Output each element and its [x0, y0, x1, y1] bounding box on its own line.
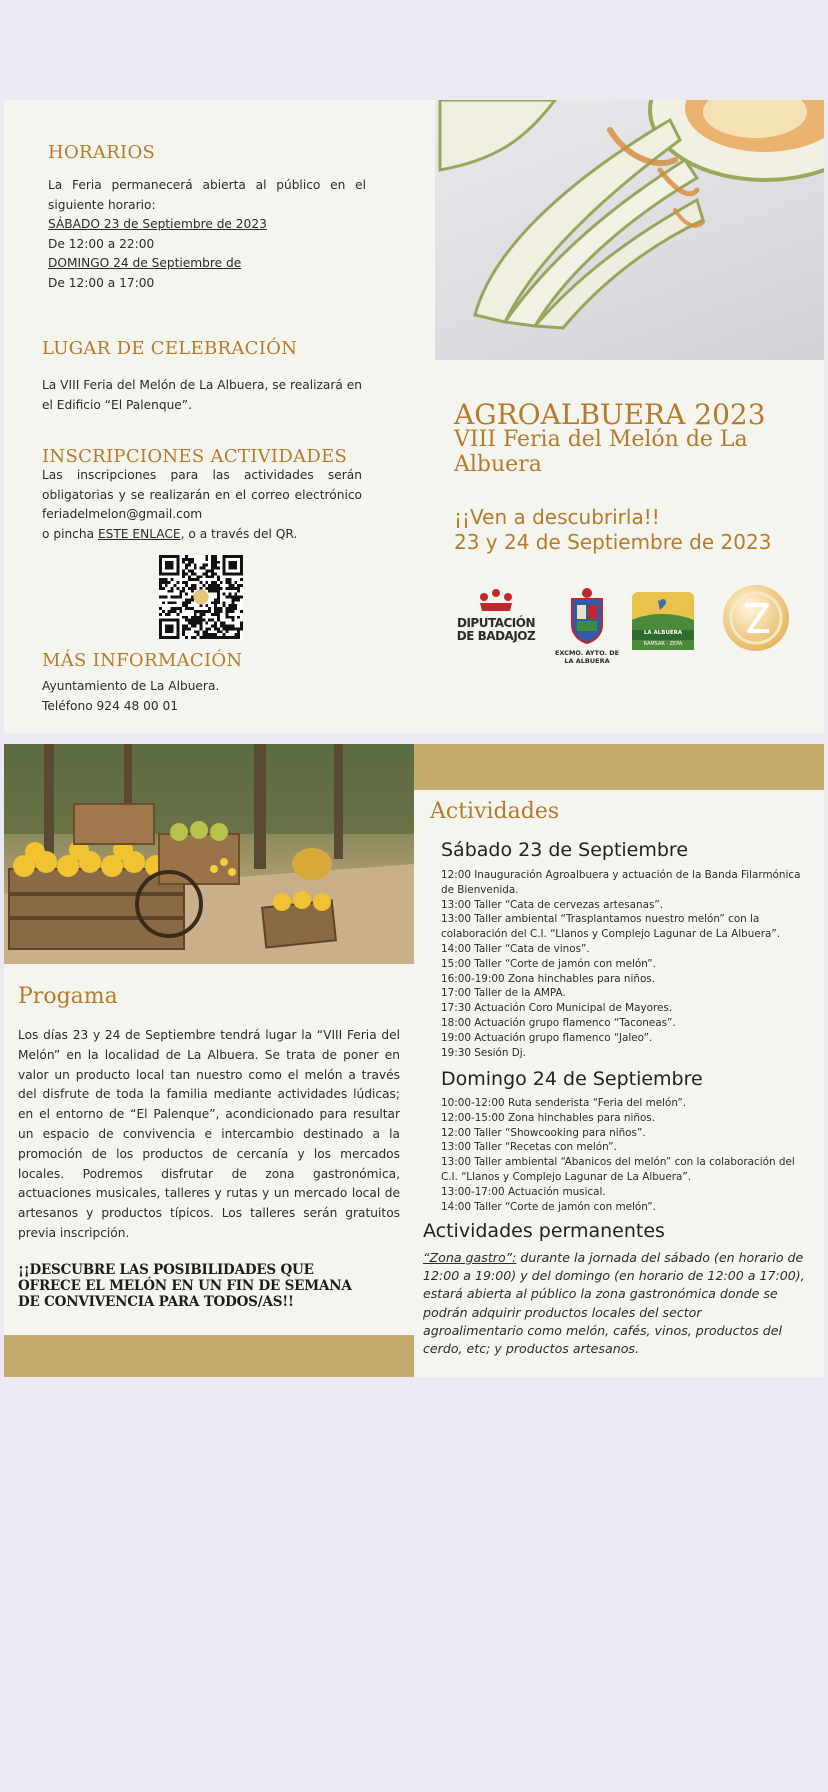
horarios-title: HORARIOS: [48, 142, 156, 163]
activity-item: 15:00 Taller “Corte de jamón con melón”.: [441, 957, 656, 970]
inscripciones-link-line: [42, 525, 362, 545]
programa-text: Los días 23 y 24 de Septiembre tendrá lugar la “VIII Feria del Melón” en la localidad de La Albuera. Se trata de poner en valor un producto local tan nuestro como el melón a través del disfrute de toda la familia mediante actividades lúdicas; en el entorno de “El Palenque”, acondicionado para resultar un espacio de convivencia e intercambio destinado a la promoción de los productos de cercanía y los mercados locales. Podremos disfrutar de zona gastronómica, actuaciones musicales, talleres y rutas y un mercado local de artesanos y productos típicos. Los talleres serán gratuitos previa inscripción.: [18, 1028, 400, 1240]
horarios-sat-hours: De 12:00 a 22:00: [48, 236, 155, 251]
mas-info-line2: Teléfono 924 48 00 01: [42, 698, 178, 713]
slogan-line3: DE CONVIVENCIA PARA TODOS/AS!!: [18, 1294, 294, 1310]
melon-illustration: [435, 100, 824, 360]
ayto-line1: EXCMO. AYTO. DE: [554, 649, 620, 657]
domingo-list: [441, 1096, 801, 1214]
horarios-text: [48, 176, 366, 293]
cover-cta: ¡¡Ven a descubrirla!!: [454, 505, 660, 529]
mas-info-text: [42, 677, 362, 716]
slogan-line1: ¡¡DESCUBRE LAS POSIBILIDADES QUE: [18, 1262, 314, 1278]
activity-item: 14:00 Taller “Corte de jamón con melón”.: [441, 1200, 656, 1213]
activity-item: 18:00 Actuación grupo flamenco “Taconeas”.: [441, 1016, 676, 1029]
activity-item: 13:00-17:00 Actuación musical.: [441, 1185, 606, 1198]
perm-text: [423, 1249, 805, 1358]
horarios-sun-hours: De 12:00 a 17:00: [48, 275, 155, 290]
mas-info-title: MÁS INFORMACIÓN: [42, 650, 243, 671]
coat-of-arms-icon: [569, 587, 605, 645]
melon-market-photo: [4, 744, 414, 964]
lugar-text: La VIII Feria del Melón de La Albuera, se realizará en el Edificio “El Palenque”.: [42, 378, 362, 412]
slogan-line2: OFRECE EL MELÓN EN UN FIN DE SEMANA: [18, 1278, 352, 1294]
activity-item: 13:00 Taller “Cata de cervezas artesanas”.: [441, 898, 664, 911]
diputacion-logo: [456, 587, 536, 657]
brochure-page-2: [4, 744, 824, 1377]
activity-item: 12:00 Taller “Showcooking para niños”.: [441, 1126, 646, 1139]
gold-band-bottom: [4, 1335, 414, 1377]
activity-item: 13:00 Taller ambiental “Abanicos del melón” con la colaboración del C.I. “Llanos y Complejo Lagunar de La Albuera”.: [441, 1156, 795, 1183]
activity-item: 10:00-12:00 Ruta senderista “Feria del melón”.: [441, 1097, 687, 1109]
inscripciones-title: INSCRIPCIONES ACTIVIDADES: [42, 446, 348, 467]
lugar-title: LUGAR DE CELEBRACIÓN: [42, 338, 298, 359]
activity-item: 12:00 Inauguración Agroalbuera y actuación de la Banda Filarmónica de Bienvenida.: [441, 869, 801, 896]
programa-title: Progama: [18, 984, 118, 1009]
activity-item: 13:00 Taller “Recetas con melón”.: [441, 1141, 617, 1154]
ramsar-logo: [630, 590, 696, 652]
registration-link[interactable]: ESTE ENLACE: [97, 526, 181, 541]
z-emblem-icon: [721, 583, 791, 653]
activity-item: 19:00 Actuación grupo flamenco “Jaleo”.: [441, 1031, 653, 1044]
sabado-title: Sábado 23 de Septiembre: [441, 839, 689, 861]
market-illustration: [4, 744, 414, 964]
perm-body: durante la jornada del sábado (en horario de 12:00 a 19:00) y del domingo (en horario de 12:00 a 17:00), estará abierta al público la zona gastronómica donde se podrán adquirir productos locales del sector agroalimentario como melón, cafés, vinos, productos del cerdo, etc; y productos artesanos.: [423, 1250, 805, 1357]
qr-code-image: [159, 555, 243, 639]
activity-item: 19:30 Sesión Dj.: [441, 1046, 526, 1059]
cover-subtitle-1: VIII Feria del Melón de La: [454, 427, 748, 452]
mas-info-line1: Ayuntamiento de La Albuera.: [42, 679, 220, 693]
ramsar-line2: RAMSAR · ZEPA: [643, 641, 683, 647]
inscripciones-text: [42, 466, 362, 544]
qr-code[interactable]: [159, 555, 243, 639]
inscripciones-body: Las inscripciones para las actividades serán obligatorias y se realizarán en el correo electrónico feriadelmelon@gmail.com: [42, 468, 362, 521]
gold-band-top: [414, 744, 824, 790]
actividades-title: Actividades: [430, 799, 560, 824]
cover-title: AGROALBUERA 2023: [454, 398, 766, 431]
brochure-page-1: [4, 100, 824, 733]
perm-title: Actividades permanentes: [423, 1220, 665, 1242]
diputacion-line2: DE BADAJOZ: [456, 629, 536, 643]
melon-photo: [435, 100, 824, 360]
activity-item: 17:00 Taller de la AMPA.: [441, 987, 566, 1000]
horarios-sat-date: SÁBADO 23 de Septiembre de 2023: [48, 217, 267, 231]
programa-slogan: [18, 1262, 352, 1310]
activity-item: 12:00-15:00 Zona hinchables para niños.: [441, 1111, 656, 1124]
perm-label: “Zona gastro”:: [423, 1250, 517, 1265]
activity-item: 17:30 Actuación Coro Municipal de Mayores.: [441, 1002, 673, 1015]
z-logo: [721, 583, 791, 653]
ramsar-line1: LA ALBUERA: [643, 630, 683, 636]
horarios-intro: La Feria permanecerá abierta al público en el siguiente horario:: [48, 178, 366, 212]
inscripciones-pre: o pincha: [42, 526, 98, 541]
crown-icon: [476, 587, 516, 613]
ayto-line2: LA ALBUERA: [564, 657, 610, 665]
activity-item: 16:00-19:00 Zona hinchables para niños.: [441, 972, 656, 985]
activity-item: 14:00 Taller “Cata de vinos”.: [441, 942, 590, 955]
inscripciones-post: , o a través del QR.: [180, 526, 298, 541]
activity-item: 13:00 Taller ambiental “Trasplantamos nuestro melón” con la colaboración del C.I. “Llanos y Complejo Lagunar de La Albuera”.: [441, 913, 781, 941]
diputacion-line1: DIPUTACIÓN: [456, 616, 536, 630]
cover-subtitle-2: Albuera: [454, 452, 542, 477]
cover-dates: 23 y 24 de Septiembre de 2023: [454, 530, 772, 554]
ayuntamiento-logo: [552, 587, 622, 667]
sabado-list: [441, 868, 801, 1060]
horarios-sun-date: DOMINGO 24 de Septiembre de: [48, 256, 242, 270]
domingo-title: Domingo 24 de Septiembre: [441, 1068, 703, 1090]
